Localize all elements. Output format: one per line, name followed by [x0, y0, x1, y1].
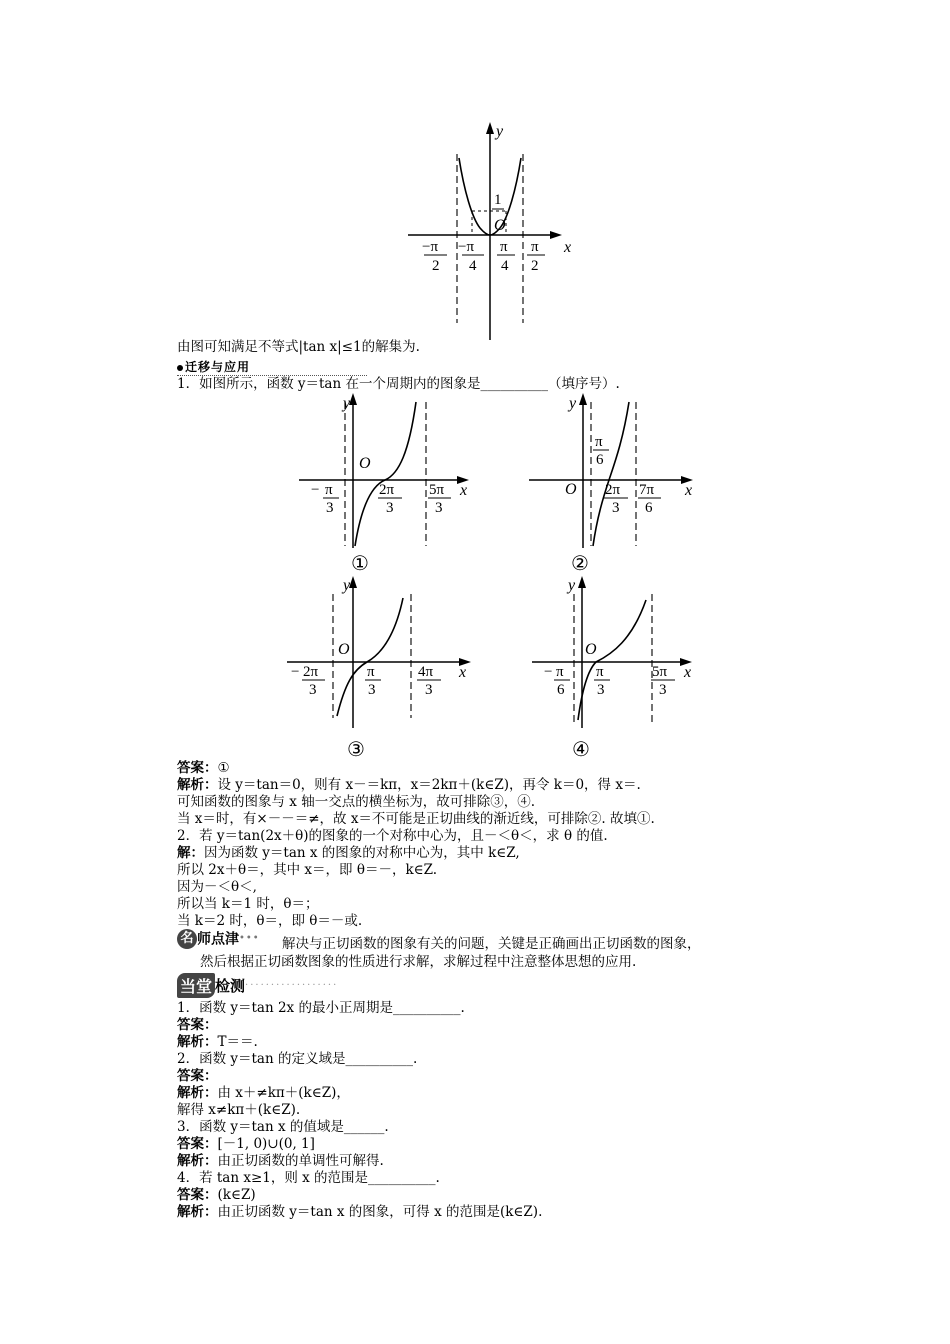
- analysis-text: T＝＝.: [217, 1034, 258, 1050]
- x-axis-label: x: [684, 664, 692, 681]
- y-axis-label: y: [568, 577, 576, 594]
- graph-caption: ④: [572, 739, 590, 761]
- tick-pi4-num: π: [500, 239, 508, 255]
- analysis-1c: 当 x＝时，有×－－＝≠，故 x＝不可能是正切曲线的渐近线，可排除②. 故填①.: [177, 811, 655, 827]
- tick-a-den: 3: [326, 500, 334, 516]
- solution-label: 解：: [177, 845, 204, 861]
- section-heading-check: [177, 973, 338, 999]
- analysis-1: [177, 777, 641, 794]
- tick-c-den: 3: [435, 500, 443, 516]
- y-axis-label: y: [343, 577, 351, 594]
- tick-a-num: 2π: [303, 664, 319, 680]
- answer-value: ①: [217, 760, 230, 776]
- tan-curve: [355, 402, 416, 546]
- graph-4: [528, 570, 708, 762]
- test-analysis-3: [177, 1153, 384, 1170]
- analysis-text: 由正切函数的单调性可解得.: [217, 1153, 384, 1169]
- tick-b-den: 3: [597, 682, 605, 698]
- tip-dots: •••: [239, 933, 260, 944]
- answer-value: [－1, 0)∪(0, 1]: [217, 1136, 315, 1152]
- tick-a-num: π: [556, 664, 564, 680]
- test-question-1: 1．函数 y＝tan 2x 的最小正周期是__________.: [177, 1000, 465, 1016]
- test-analysis-1: [177, 1034, 258, 1051]
- origin-label: O: [494, 217, 506, 234]
- tick-neg-pi2-num: −π: [422, 239, 439, 255]
- x-arrow: [550, 231, 562, 239]
- teacher-tip-heading: [177, 928, 260, 950]
- analysis-text: 由 x＋≠kπ＋(k∈Z)，: [217, 1085, 350, 1101]
- tick-sign: −: [311, 482, 320, 498]
- tick-neg-pi2-den: 2: [432, 258, 440, 274]
- tick-c-den: 6: [645, 500, 653, 516]
- y-arrow: [578, 576, 586, 588]
- graph-caption: ③: [347, 739, 365, 761]
- solution-2e: 当 k＝2 时，θ＝，即 θ＝－或.: [177, 913, 363, 929]
- tip-label: 师点津: [197, 931, 239, 948]
- analysis-text: 由正切函数 y＝tan x 的图象，可得 x 的范围是(k∈Z).: [217, 1204, 543, 1220]
- test-answer-3: [177, 1136, 315, 1153]
- test-answer-2: 答案：: [177, 1068, 218, 1084]
- graph-1: [295, 388, 480, 576]
- test-question-3: 3．函数 y＝tan x 的值域是______.: [177, 1119, 389, 1135]
- tick-b-den: 3: [612, 500, 620, 516]
- graph-caption: ①: [351, 553, 369, 575]
- origin-label: O: [585, 641, 597, 658]
- test-question-4: 4．若 tan x≥1，则 x 的范围是__________.: [177, 1170, 440, 1186]
- x-axis-label: x: [564, 239, 572, 256]
- origin-label: O: [359, 455, 371, 472]
- tick-neg-pi4-num: −π: [458, 239, 475, 255]
- solution-2b: 所以 2x＋θ＝，其中 x＝，即 θ＝－，k∈Z.: [177, 862, 438, 878]
- tick-p-den: 6: [596, 452, 604, 468]
- solution-text: 因为函数 y＝tan x 的图象的对称中心为，其中 k∈Z,: [204, 845, 520, 861]
- test-answer-4: [177, 1187, 256, 1204]
- tick-b-num: 2π: [605, 482, 621, 498]
- tick-pi4-den: 4: [501, 258, 509, 274]
- test-analysis-4: [177, 1204, 542, 1221]
- tick-p-num: π: [595, 434, 603, 450]
- tick-c-den: 3: [659, 682, 667, 698]
- tick-b-den: 3: [386, 500, 394, 516]
- origin-label: O: [565, 481, 577, 498]
- test-analysis-2: [177, 1085, 350, 1102]
- analysis-label: 解析：: [177, 1034, 218, 1050]
- x-axis-label: x: [685, 482, 693, 499]
- graph-3: [283, 570, 478, 762]
- x-axis-label: x: [459, 664, 467, 681]
- tip-badge-icon: 名: [177, 929, 197, 949]
- y-axis-label: y: [343, 395, 351, 412]
- one-label: 1: [494, 192, 502, 208]
- analysis-label: 解析：: [177, 1085, 218, 1101]
- tick-c-num: 5π: [429, 482, 445, 498]
- x-axis-label: x: [460, 482, 468, 499]
- abs-tan-graph: [400, 118, 590, 340]
- analysis-text: 设 y＝tan＝0，则有 x－＝kπ，x＝2kπ＋(k∈Z)，再令 k＝0，得 x＝.: [217, 777, 641, 793]
- heading-text: 迁移与应用: [185, 360, 251, 374]
- tick-a-den: 6: [557, 682, 565, 698]
- tick-c-num: 4π: [418, 664, 434, 680]
- solution-2d: 所以当 k＝1 时，θ＝；: [177, 896, 319, 912]
- tick-sign: −: [544, 664, 553, 680]
- answer-label: 答案：: [177, 760, 218, 776]
- y-axis-label: y: [569, 395, 577, 412]
- analysis-1b: 可知函数的图象与 x 轴一交点的横坐标为，故可排除③，④.: [177, 794, 535, 810]
- bullet-icon: [177, 365, 183, 371]
- solution-set-line: 由图可知满足不等式|tan x|≤1的解集为.: [177, 339, 420, 355]
- tan-curve: [593, 402, 629, 546]
- tick-a-den: 3: [309, 682, 317, 698]
- analysis-label: 解析：: [177, 1204, 218, 1220]
- tick-sign: −: [291, 664, 300, 680]
- tip-text-1: 解决与正切函数的图象有关的问题，关键是正确画出正切函数的图象，: [282, 936, 701, 952]
- y-arrow: [349, 576, 357, 588]
- check-label: 检测: [215, 977, 246, 995]
- answer-value: (k∈Z): [217, 1187, 256, 1203]
- test-analysis-2b: 解得 x≠kπ＋(k∈Z).: [177, 1102, 301, 1118]
- test-answer-1: 答案：: [177, 1017, 218, 1033]
- tick-pi2-den: 2: [531, 258, 539, 274]
- answer-label: 答案：: [177, 1136, 218, 1152]
- question-1: 1．如图所示，函数 y＝tan 在一个周期内的图象是__________（填序号）.: [177, 376, 620, 392]
- tick-neg-pi4-den: 4: [469, 258, 477, 274]
- origin-label: O: [338, 641, 350, 658]
- test-question-2: 2．函数 y＝tan 的定义域是__________.: [177, 1051, 418, 1067]
- tick-pi2-num: π: [531, 239, 539, 255]
- check-dots: ··················: [245, 980, 339, 991]
- section-heading-transfer: [177, 358, 367, 376]
- tick-b-num: π: [596, 664, 604, 680]
- solution-2c: 因为－＜θ＜,: [177, 879, 257, 895]
- tick-a-num: π: [325, 482, 333, 498]
- y-axis-label: y: [496, 123, 504, 140]
- tick-b-num: π: [367, 664, 375, 680]
- y-arrow: [579, 393, 587, 405]
- check-badge: 当堂: [177, 973, 215, 998]
- graph-caption: ②: [571, 553, 589, 575]
- tick-b-num: 2π: [379, 482, 395, 498]
- y-arrow: [486, 122, 494, 134]
- tip-text-2: 然后根据正切函数图象的性质进行求解，求解过程中注意整体思想的应用.: [200, 954, 637, 970]
- question-2: 2．若 y＝tan(2x＋θ)的图象的一个对称中心为，且－＜θ＜，求 θ 的值.: [177, 828, 608, 844]
- answer-label: 答案：: [177, 1187, 218, 1203]
- analysis-label: 解析：: [177, 777, 218, 793]
- tan-curve: [578, 600, 646, 720]
- analysis-label: 解析：: [177, 1153, 218, 1169]
- tick-c-den: 3: [425, 682, 433, 698]
- tick-b-den: 3: [368, 682, 376, 698]
- graph-2: [525, 388, 710, 576]
- tick-c-num: 7π: [639, 482, 655, 498]
- y-arrow: [349, 393, 357, 405]
- answer-1: [177, 760, 230, 777]
- tick-c-num: 5π: [652, 664, 668, 680]
- solution-2: [177, 845, 520, 862]
